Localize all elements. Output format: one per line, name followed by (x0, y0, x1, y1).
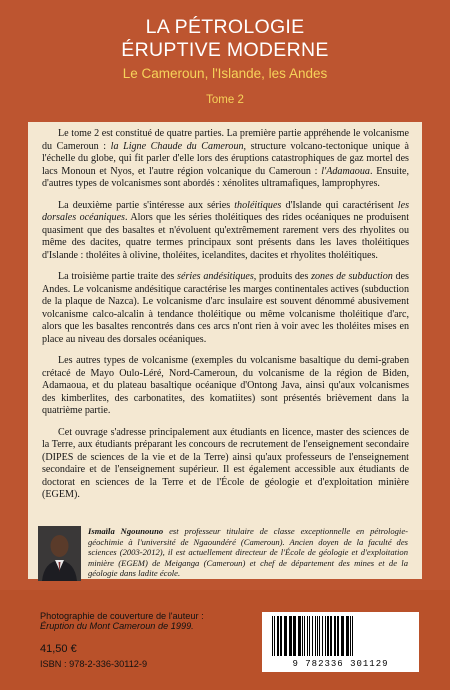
barcode-bar (298, 616, 301, 656)
summary-paragraph-1: Le tome 2 est constitué de quatre parties. La première partie appréhende le volcanisme du Cameroun : la Ligne Chaude du Cameroun, structure volcano-tectonique unique à l'échelle du globe, qui fit parler d'elle lors des éruptions catastrophiques de gaz mortel des lacs Monoun et Nyos, et l'autre région volcanique du Cameroun : l'Adamaoua. Ensuite, d'autres types de volcanismes sont abordés : xénolites ultramafiques, lamprophyres. (42, 128, 409, 189)
author-portrait-icon (38, 526, 81, 581)
price: 41,50 € (40, 643, 77, 655)
barcode-bar (277, 616, 279, 656)
barcode-bar (317, 616, 318, 656)
barcode-bar (315, 616, 316, 656)
barcode-bar (274, 616, 275, 656)
barcode-bar (304, 616, 305, 656)
summary-paragraph-5: Cet ouvrage s'adresse principalement aux étudiants en licence, master des sciences de la Terre, aux étudiants préparant les concours de recrutement de l'enseignement secondaire (DIPES de sciences de la vie et de la Terre) ainsi qu'aux professeurs de l'enseignement secondaire et de l'enseignement supérieur. Il est également accessible aux étudiants de doctorat en sciences de la Terre et de l'École de géologie et d'exploitation minière (EGEM). (42, 426, 409, 500)
barcode-bar (350, 616, 351, 656)
summary-panel (28, 122, 422, 579)
barcode-bar (309, 616, 310, 656)
author-photo (38, 526, 81, 581)
isbn: ISBN : 978-2-336-30112-9 (40, 659, 148, 669)
barcode-bar (289, 616, 292, 656)
summary-paragraph-2: La deuxième partie s'intéresse aux séries tholéitiques d'Islande qui caractérisent les dorsales océaniques. Alors que les séries tholéitiques des rides océaniques ne produisent quasiment que des basaltes et n'évoluent qu'extrêmement rarement vers des rhyolites ou même des dacites, quatre termes principaux sont présents dans les laves tholéitiques d'Islande : tholéites à olivine, tholéites, icelandites, dacites et rhyolites tholéitiques. (42, 199, 410, 261)
photo-credit-line-2: Éruption du Mont Cameroun de 1999. (40, 621, 194, 631)
barcode-number: 9 782336 301129 (292, 659, 389, 669)
barcode-bar (330, 616, 332, 656)
barcode-bar (325, 616, 326, 656)
barcode-bar (293, 616, 296, 656)
barcode-bar (307, 616, 308, 656)
barcode-bar (341, 616, 344, 656)
barcode-bar (280, 616, 282, 656)
barcode (262, 612, 419, 672)
barcode-bar (319, 616, 320, 656)
cover-header (0, 0, 450, 122)
barcode-bar (284, 616, 287, 656)
barcode-bar (322, 616, 323, 656)
barcode-bar (352, 616, 353, 656)
author-bio: Ismaïla Ngounouno est professeur titulaire de classe exceptionnelle en pétrologie-géochimie à l'université de Ngaoundéré (Cameroun). Ancien doyen de la faculté des sciences (2003-2012), il est actuellement directeur de l'École de géologie et d'exploitation minière (EGEM) de Meiganga (Cameroun) et chef de département des mines et de la géologie dans ladite école. (88, 526, 408, 579)
summary-paragraph-3: La troisième partie traite des séries andésitiques, produits des zones de subduction des Andes. Le volcanisme andésitique caractérise les marges continentales actives (subduction de la plaque de Nazca). Le volcanisme d'arc insulaire est souvent dénommé abusivement volcanisme calco-alcalin à tendance tholéitique ou même volcanisme tholéitique d'arc, alors que les basaltes rencontrés dans ces arcs n'ont rien à voir avec les tholéites mises en place au niveau des dorsales océaniques. (42, 271, 409, 345)
barcode-bar (334, 616, 336, 656)
barcode-bar (312, 616, 313, 656)
barcode-bars (270, 616, 411, 656)
barcode-bar (302, 616, 303, 656)
title-line-2: ÉRUPTIVE MODERNE (121, 39, 329, 61)
volume-label: Tome 2 (206, 94, 244, 106)
subtitle: Le Cameroun, l'Islande, les Andes (122, 66, 328, 81)
barcode-bar (272, 616, 273, 656)
barcode-bar (327, 616, 329, 656)
summary-paragraph-4: Les autres types de volcanisme (exemples du volcanisme basaltique du demi-graben crétacé de Mayo Oulo-Léré, Nord-Cameroun, du volcanisme de la région de Biden, Adamaoua, et du plateau basaltique océanique d'Ontong Java, ainsi qu'aux volcanismes des kimberlites, des carbonatites, des komatiites) sont présentés brièvement dans la quatrième partie. (42, 355, 409, 416)
title-line-1: LA PÉTROLOGIE (145, 16, 305, 38)
photo-credit-line-1: Photographie de couverture de l'auteur : (40, 611, 204, 621)
barcode-bar (337, 616, 339, 656)
author-section (28, 526, 422, 586)
barcode-bar (346, 616, 349, 656)
